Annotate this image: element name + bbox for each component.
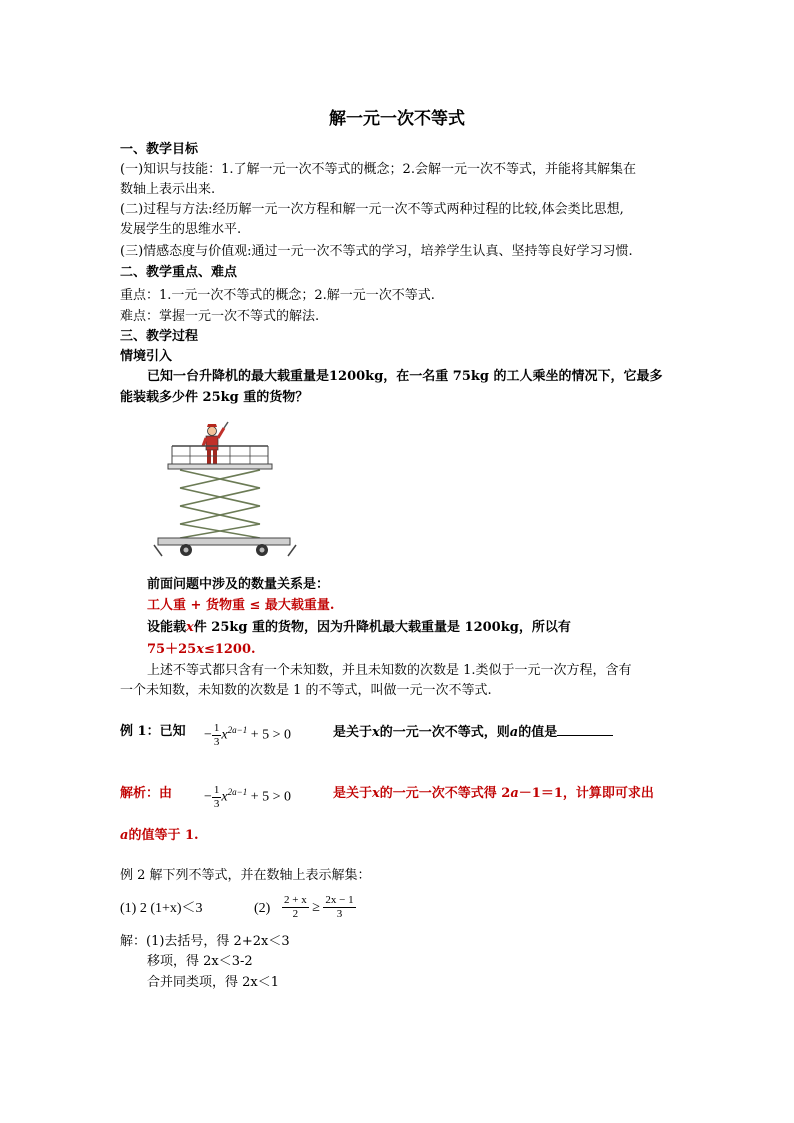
focus-key-points: 重点：1.一元一次不等式的概念；2.解一元一次不等式. <box>120 288 435 303</box>
definition-line-2: 一个未知数，未知数的次数是 1 的不等式，叫做一元一次不等式. <box>120 683 492 698</box>
solution-1-text: 是关于x的一元一次不等式得 2a－1＝1，计算即可求出 <box>333 786 654 801</box>
page-title: 解一元一次不等式 <box>329 109 465 129</box>
goal-line-3: (二)过程与方法:经历解一元一次方程和解一元一次不等式两种过程的比较,体会类比思想, <box>120 202 624 217</box>
example-1-formula: − $\frac{1}{3}$ $x^{2a-1} + 5 > 0$ <box>204 721 291 748</box>
scissor-arms <box>180 470 260 538</box>
problem-line-2: 能装载多少件 25kg 重的货物？ <box>120 390 309 405</box>
relation-intro: 前面问题中涉及的数量关系是： <box>147 577 330 592</box>
focus-difficulty: 难点：掌握一元一次不等式的解法. <box>120 309 320 324</box>
section-focus-heading: 二、教学重点、难点 <box>120 265 238 280</box>
inequality-statement: 75＋25x≤1200. <box>147 642 256 657</box>
section-process-heading: 三、教学过程 <box>120 329 199 344</box>
problem-line-1: 已知一台升降机的最大载重量是1200kg，在一名重 75kg 的工人乘坐的情况下，它最多 <box>147 369 663 384</box>
scissor-lift-illustration <box>150 418 300 560</box>
definition-line-1: 上述不等式都只含有一个未知数，并且未知数的次数是 1.类似于一元一次方程，含有 <box>147 663 632 678</box>
worker-figure <box>203 422 228 464</box>
lift-base <box>154 538 296 556</box>
solution-2-step-3: 合并同类项，得 2x＜1 <box>147 975 280 990</box>
solution-1-label: 解析：由 <box>120 786 173 801</box>
solution-1-conclusion: a的值等于 1. <box>120 828 199 843</box>
solution-2-step-2: 移项，得 2x＜3-2 <box>147 954 253 969</box>
setup-sentence: 设能载x件 25kg 重的货物，因为升降机最大载重量是 1200kg，所以有 <box>147 620 571 635</box>
relation-statement: 工人重 + 货物重 ≤ 最大载重量. <box>147 598 335 613</box>
section-goals-heading: 一、教学目标 <box>120 142 199 157</box>
goal-line-2: 数轴上表示出来. <box>120 182 216 197</box>
solution-2-step-1: 解：(1)去括号，得 2+2x＜3 <box>120 934 290 949</box>
scenario-subheading: 情境引入 <box>120 349 173 364</box>
goal-line-4: 发展学生的思维水平. <box>120 222 242 237</box>
goal-line-1: (一)知识与技能：1.了解一元一次不等式的概念；2.会解一元一次不等式，并能将其解集在 <box>120 162 636 177</box>
platform <box>168 446 272 469</box>
example-2-part-1: (1) 2 (1+x)＜3 <box>120 901 203 916</box>
example-2-part-2-label: (2) <box>254 901 271 916</box>
example-1-label: 例 1：已知 <box>120 724 186 739</box>
example-1-question: 是关于x的一元一次不等式，则a的值是 <box>333 723 613 741</box>
example-2-part-2-formula: $\frac{2 + x}{2}$ ≥ $\frac{2x - 1}{3}$ <box>284 894 354 921</box>
goal-line-5: (三)情感态度与价值观:通过一元一次不等式的学习，培养学生认真、坚持等良好学习习惯. <box>120 244 633 259</box>
solution-1-formula: − $\frac{1}{3}$ $x^{2a-1} + 5 > 0$ <box>204 783 291 810</box>
example-2-label: 例 2 解下列不等式，并在数轴上表示解集： <box>120 868 371 883</box>
answer-blank <box>557 723 613 736</box>
